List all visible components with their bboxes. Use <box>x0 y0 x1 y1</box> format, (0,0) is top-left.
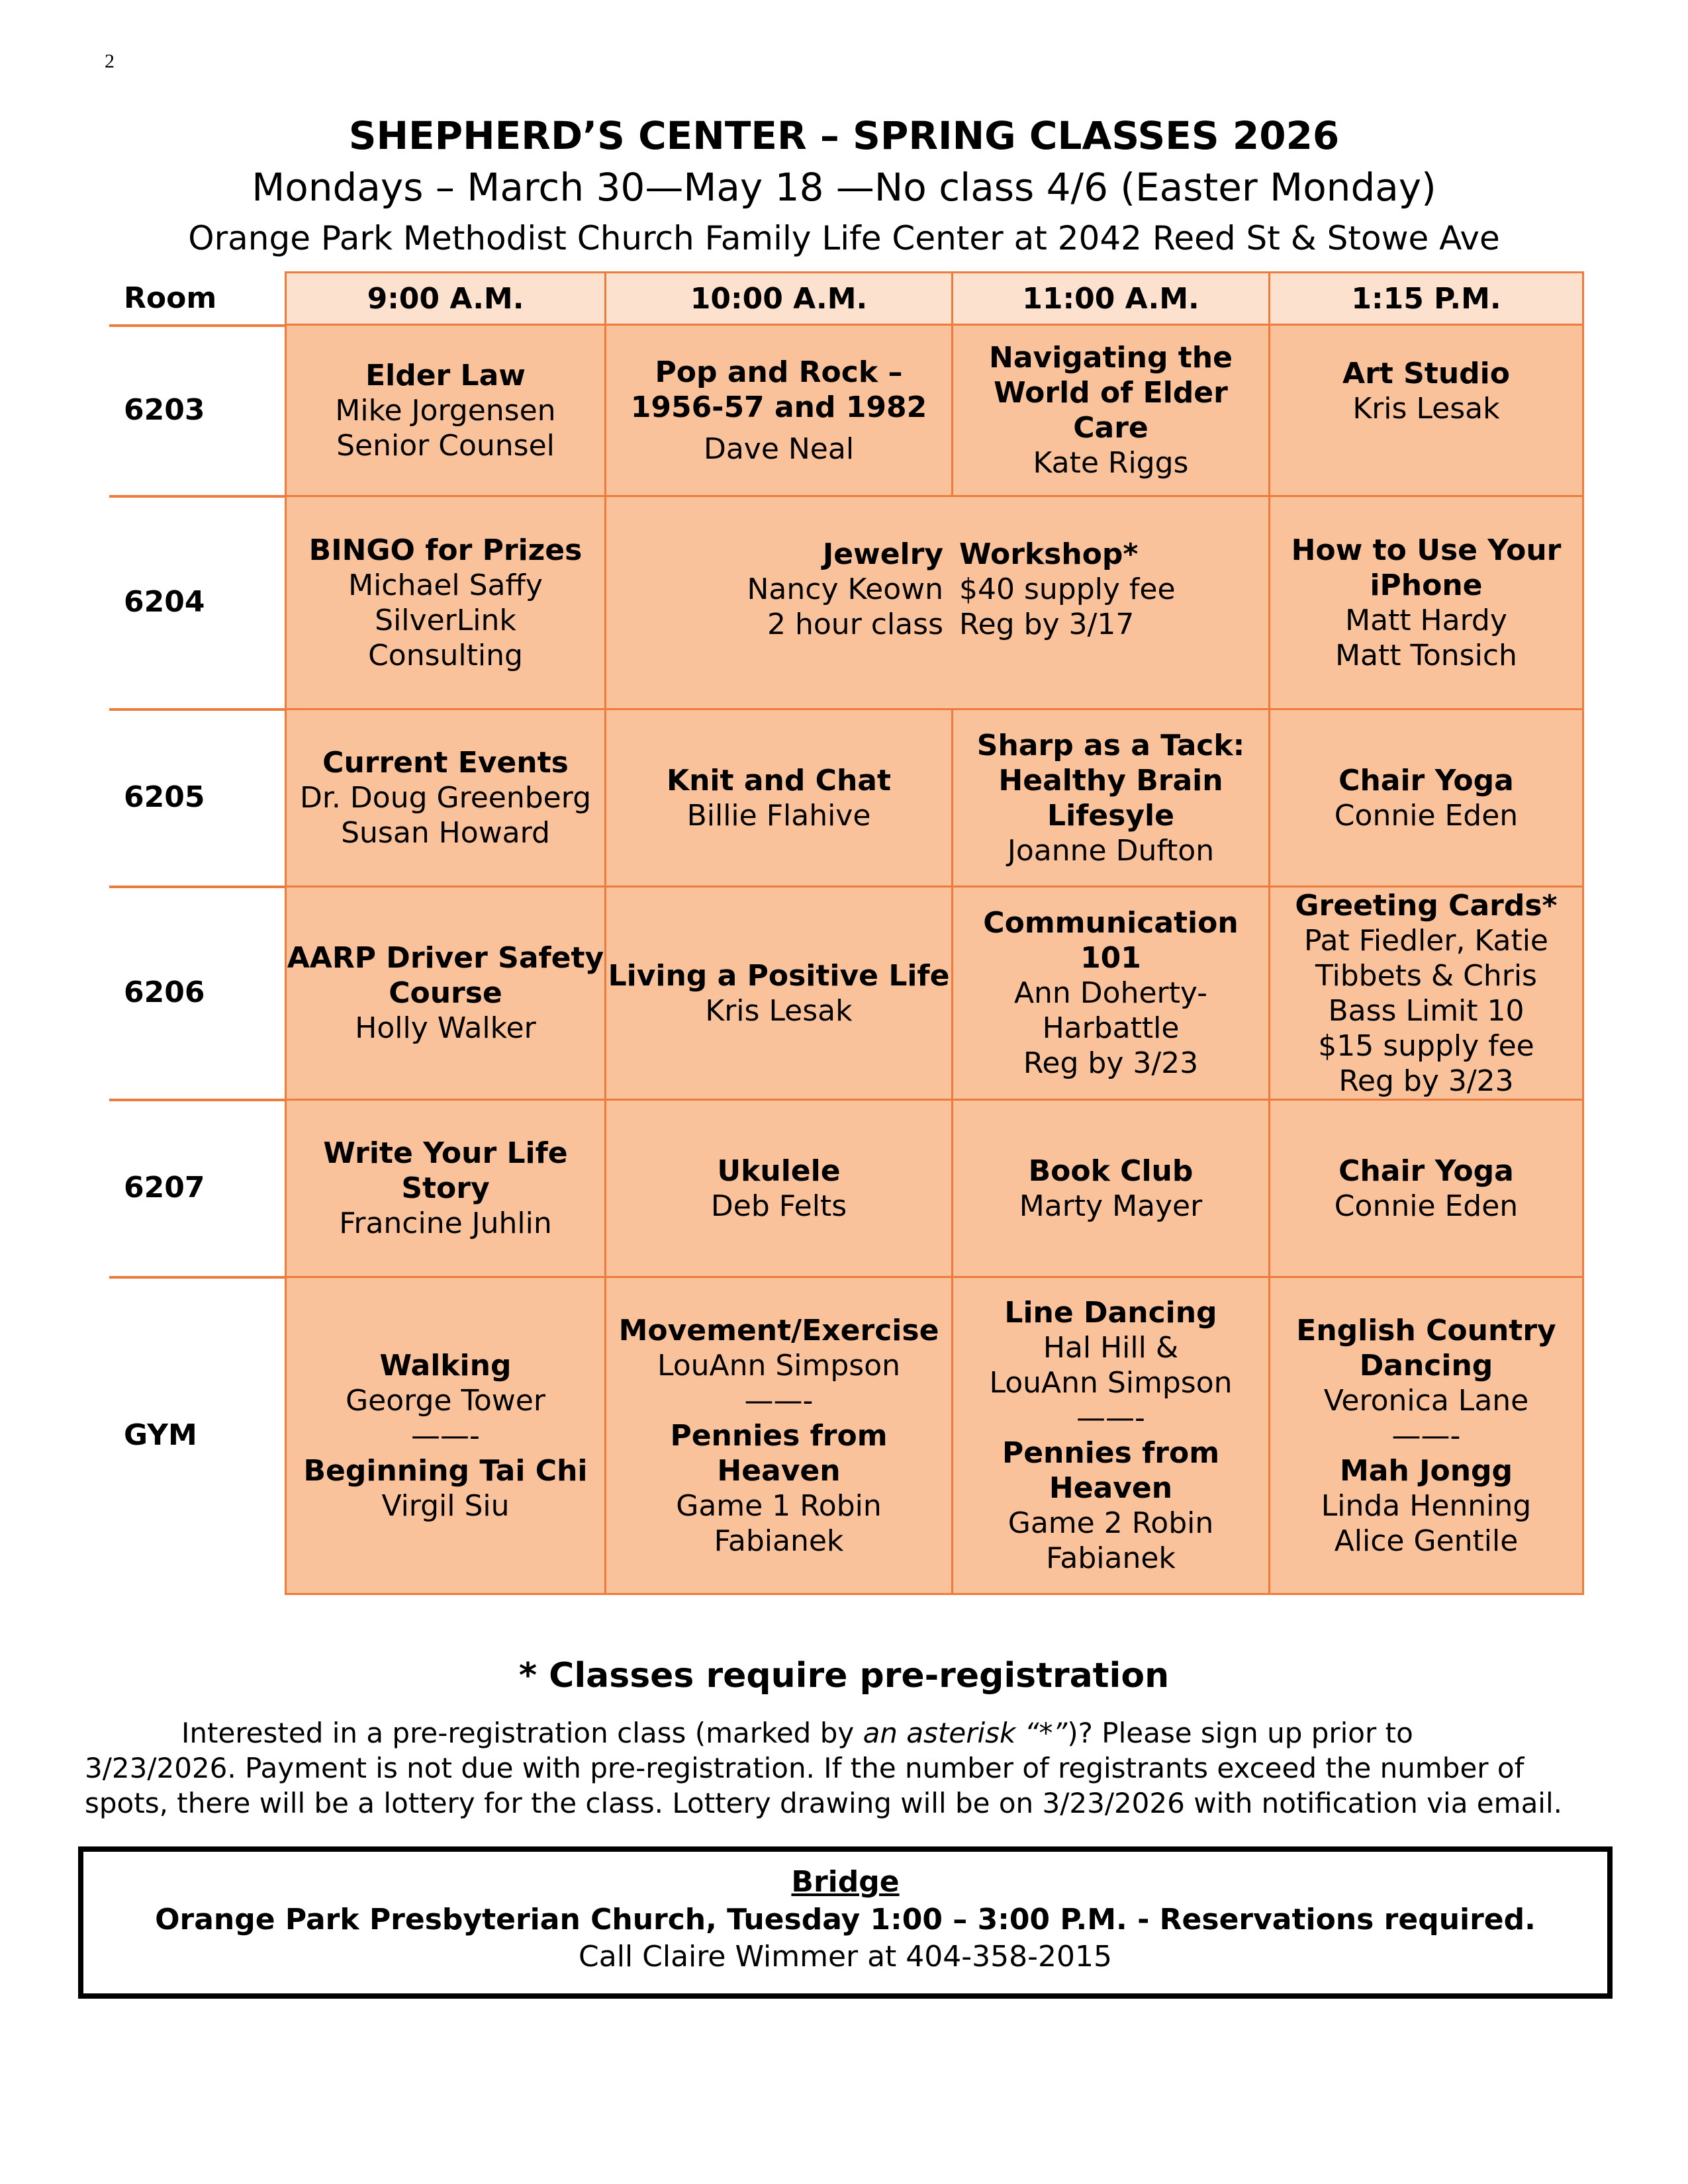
instructor: Hal Hill & <box>1043 1331 1179 1365</box>
class-title: Mah Jongg <box>1339 1453 1513 1488</box>
room-label: 6206 <box>124 975 205 1009</box>
instructor: Dr. Doug Greenberg <box>300 781 591 815</box>
prereg-text-line: spots, there will be a lottery for the class. Lottery drawing will be on 3/23/2026 with notification via email. <box>85 1787 1562 1819</box>
class-cell <box>951 708 1270 887</box>
class-title: Pennies from <box>1002 1436 1220 1470</box>
schedule-dates: Mondays – March 30—May 18 —No class 4/6 (Easter Monday) <box>252 165 1436 210</box>
class-title: Course <box>389 976 502 1010</box>
class-title: English Country <box>1296 1313 1556 1347</box>
class-title: Living a Positive Life <box>608 958 950 993</box>
class-cell <box>1268 1099 1584 1278</box>
class-note: Bass Limit 10 <box>1328 993 1524 1028</box>
class-title: 101 <box>1080 941 1141 975</box>
jewelry-right-text <box>959 495 1264 710</box>
instructor: Tibbets & Chris <box>1315 958 1537 993</box>
class-note: $15 supply fee <box>1318 1028 1534 1063</box>
room-column-header: Room <box>124 281 217 315</box>
class-cell <box>951 1276 1270 1595</box>
instructor: Dave Neal <box>703 432 855 466</box>
page-title: SHEPHERD’S CENTER – SPRING CLASSES 2026 <box>348 113 1340 158</box>
room-label: 6207 <box>124 1170 205 1205</box>
instructor: Marty Mayer <box>1019 1189 1203 1223</box>
room-label: 6203 <box>124 392 205 427</box>
jewelry-left-text <box>612 495 943 710</box>
instructor: Veronica Lane <box>1323 1383 1529 1418</box>
instructor: Game 1 Robin <box>676 1488 882 1523</box>
separator: ——- <box>1391 1418 1461 1453</box>
class-title: Healthy Brain <box>998 763 1223 797</box>
time-header: 1:15 P.M. <box>1268 271 1584 326</box>
instructor: Matt Hardy <box>1345 603 1507 637</box>
preregistration-text <box>85 1715 1607 1821</box>
bridge-title: Bridge <box>791 1865 900 1899</box>
class-title: Heaven <box>1049 1471 1173 1505</box>
class-cell <box>285 324 606 497</box>
class-title: Art Studio <box>1342 357 1510 390</box>
class-title: 1956-57 and 1982 <box>630 390 927 424</box>
instructor: Kris Lesak <box>1352 392 1500 426</box>
instructor: Connie Eden <box>1334 1189 1519 1223</box>
time-header: 11:00 A.M. <box>951 271 1270 326</box>
class-cell <box>285 708 606 887</box>
class-note: Reg by 3/17 <box>959 608 1135 641</box>
instructor: Susan Howard <box>341 816 550 850</box>
class-note: Reg by 3/23 <box>1023 1046 1199 1080</box>
class-title: Beginning Tai Chi <box>303 1453 588 1488</box>
room-label: 6205 <box>124 780 205 814</box>
time-header: 9:00 A.M. <box>285 271 606 326</box>
class-cell <box>604 1099 953 1278</box>
room-label: GYM <box>124 1418 197 1452</box>
separator: ——- <box>744 1383 814 1418</box>
class-title: Ukulele <box>717 1154 841 1188</box>
instructor: Fabianek <box>1046 1541 1176 1575</box>
class-cell <box>604 886 953 1101</box>
prereg-text-part: )? Please sign up prior to <box>1067 1717 1413 1749</box>
instructor: Harbattle <box>1042 1011 1180 1045</box>
class-cell <box>285 886 606 1101</box>
instructor: Consulting <box>368 638 523 672</box>
class-title: Walking <box>379 1348 512 1383</box>
class-cell <box>1268 708 1584 887</box>
class-cell <box>951 324 1270 497</box>
bridge-box <box>78 1846 1613 1999</box>
prereg-text-part: Interested in a pre-registration class (marked by <box>181 1717 863 1749</box>
preregistration-heading: * Classes require pre-registration <box>518 1656 1170 1696</box>
instructor: Kate Riggs <box>1033 446 1189 480</box>
class-note: Reg by 3/23 <box>1338 1064 1514 1098</box>
class-title: Line Dancing <box>1004 1296 1217 1330</box>
class-cell <box>285 1276 606 1595</box>
class-title: Story <box>401 1171 490 1205</box>
instructor: LouAnn Simpson <box>989 1366 1233 1400</box>
instructor: George Tower <box>346 1383 545 1418</box>
separator: ——- <box>411 1418 480 1453</box>
prereg-text-emphasis: an asterisk “*” <box>863 1717 1068 1749</box>
class-cell <box>1268 324 1584 497</box>
class-title: Movement/Exercise <box>618 1313 939 1347</box>
class-title: Pop and Rock – <box>655 355 903 389</box>
instructor: Joanne Dufton <box>1007 833 1215 868</box>
class-title: Write Your Life <box>323 1136 568 1170</box>
class-cell <box>604 324 953 497</box>
instructor: Connie Eden <box>1334 798 1519 833</box>
instructor: SilverLink <box>375 603 516 637</box>
class-title: iPhone <box>1370 568 1483 602</box>
class-title: Communication <box>983 906 1239 940</box>
class-title: AARP Driver Safety <box>287 941 604 975</box>
class-title: Current Events <box>322 746 569 780</box>
class-title: Chair Yoga <box>1338 763 1514 797</box>
instructor: Michael Saffy <box>348 568 543 602</box>
prereg-text-line: 3/23/2026. Payment is not due with pre-registration. If the number of registrants exceed the number of <box>85 1752 1524 1784</box>
instructor: Matt Tonsich <box>1335 638 1517 672</box>
class-title: Jewelry <box>822 537 943 571</box>
class-title: Care <box>1073 411 1149 445</box>
class-title: Lifesyle <box>1047 798 1174 833</box>
class-title: Chair Yoga <box>1338 1154 1514 1188</box>
room-label: 6204 <box>124 584 205 619</box>
bridge-contact: Call Claire Wimmer at 404-358-2015 <box>579 1940 1112 1974</box>
class-cell <box>285 495 606 710</box>
instructor: Kris Lesak <box>705 993 853 1028</box>
class-cell <box>604 1276 953 1595</box>
class-title: Sharp as a Tack: <box>976 728 1245 762</box>
class-cell <box>951 1099 1270 1278</box>
instructor: Virgil Siu <box>381 1488 510 1523</box>
instructor: Deb Felts <box>710 1189 847 1223</box>
class-title: How to Use Your <box>1291 533 1562 567</box>
instructor: LouAnn Simpson <box>657 1348 901 1383</box>
instructor: Nancy Keown <box>747 572 943 606</box>
class-note: $40 supply fee <box>959 572 1176 606</box>
class-title: Navigating the <box>989 341 1233 375</box>
instructor: Linda Henning <box>1321 1488 1532 1523</box>
class-cell <box>604 708 953 887</box>
instructor: Francine Juhlin <box>339 1206 552 1240</box>
instructor: Ann Doherty- <box>1013 976 1208 1010</box>
class-title: World of Elder <box>994 376 1228 410</box>
instructor: Mike Jorgensen <box>335 393 556 428</box>
class-title: Knit and Chat <box>666 763 892 797</box>
class-title: Pennies from <box>670 1418 888 1453</box>
time-header: 10:00 A.M. <box>604 271 953 326</box>
bridge-details: Orange Park Presbyterian Church, Tuesday 1:00 – 3:00 P.M. - Reservations required. <box>155 1903 1536 1936</box>
class-cell <box>1268 886 1584 1101</box>
class-title: Elder Law <box>365 358 526 392</box>
class-cell <box>1268 1276 1584 1595</box>
instructor: Pat Fiedler, Katie <box>1303 923 1549 958</box>
class-title: Book Club <box>1028 1154 1194 1188</box>
class-title: Dancing <box>1359 1348 1493 1383</box>
class-cell <box>1268 495 1584 710</box>
instructor: Fabianek <box>714 1524 844 1558</box>
instructor: Game 2 Robin <box>1008 1506 1214 1540</box>
schedule-location: Orange Park Methodist Church Family Life Center at 2042 Reed St & Stowe Ave <box>188 219 1500 257</box>
page-number: 2 <box>105 50 115 72</box>
separator: ——- <box>1076 1401 1145 1435</box>
class-title: Workshop* <box>959 537 1139 571</box>
class-cell <box>285 1099 606 1278</box>
instructor: Alice Gentile <box>1334 1524 1519 1558</box>
class-cell <box>951 886 1270 1101</box>
class-title: Heaven <box>717 1453 841 1488</box>
class-title: Greeting Cards* <box>1295 888 1558 923</box>
instructor: Holly Walker <box>355 1011 536 1045</box>
class-title: BINGO for Prizes <box>308 533 583 567</box>
instructor: Senior Counsel <box>336 428 555 463</box>
class-note: 2 hour class <box>767 608 943 641</box>
instructor: Billie Flahive <box>686 798 871 833</box>
